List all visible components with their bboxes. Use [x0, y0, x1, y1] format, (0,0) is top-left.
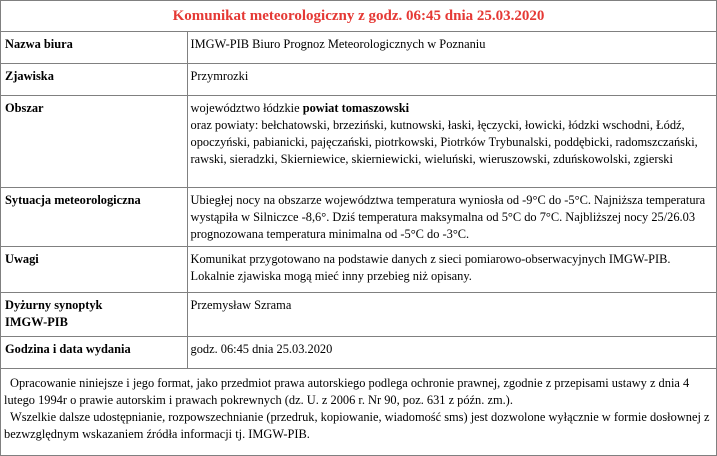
area-region-prefix: województwo łódzkie [190, 101, 303, 115]
phenomena-value: Przymrozki [187, 64, 716, 96]
table-row [1, 337, 716, 369]
area-value [187, 96, 716, 188]
office-value: IMGW-PIB Biuro Prognoz Meteorologicznych w Poznaniu [187, 32, 716, 64]
situation-value: Ubiegłej nocy na obszarze województwa temperatura wyniosła od -9°C do -5°C. Najniższa temperatura wystąpiła w Silniczce -8,6°. Dziś temperatura maksymalna od 5°C do 7°C. Najbliższej nocy 25/26.03 prognozowana temperatura minimalna od -5°C do -3°C. [187, 188, 716, 247]
table-row [1, 293, 716, 337]
distribution-paragraph: Wszelkie dalsze udostępnianie, rozpowszechnianie (przedruk, kopiowanie, wiadomość sms) jest dozwolone wyłącznie w formie dosłownej z bezwzględnym wskazaniem źródła informacji tj. IMGW-PIB. [4, 410, 710, 441]
forecaster-value: Przemysław Szrama [187, 293, 716, 337]
table-row [1, 247, 716, 293]
table-row [1, 188, 716, 247]
area-region [191, 100, 714, 117]
table-row [1, 32, 716, 64]
issue-time-value: godz. 06:45 dnia 25.03.2020 [187, 337, 716, 369]
table-row [1, 96, 716, 188]
forecaster-label [1, 293, 187, 337]
issue-time-label: Godzina i data wydania [1, 337, 187, 369]
area-other-counties: oraz powiaty: bełchatowski, brzeziński, kutnowski, łaski, łęczycki, łowicki, łódzki wschodni, Łódź, opoczyński, pabianicki, pajęczański, piotrkowski, Piotrków Trybunalski, poddębicki, radomszczański, rawski, sieradzki, Skierniewice, skierniewicki, wieluński, wieruszowski, zduńskowolski, zgierski [190, 118, 698, 166]
remarks-value: Komunikat przygotowano na podstawie danych z sieci pomiarowo-obserwacyjnych IMGW-PIB. Lokalnie zjawiska mogą mieć inny przebieg niż opisany. [187, 247, 716, 293]
remarks-label: Uwagi [1, 247, 187, 293]
copyright-paragraph: Opracowanie niniejsze i jego format, jako przedmiot prawa autorskiego podlega ochronie prawnej, zgodnie z przepisami ustawy z dnia 4 lutego 1994r o prawie autorskim i prawach pokrewnych (dz. U. z 2006 r. Nr 90, poz. 631 z późn. zm.). [4, 376, 690, 407]
info-table [1, 32, 716, 369]
area-region-county: powiat tomaszowski [302, 101, 410, 115]
table-row [1, 64, 716, 96]
forecaster-label-line2: IMGW-PIB [5, 315, 68, 329]
situation-label: Sytuacja meteorologiczna [1, 188, 187, 247]
phenomena-label: Zjawiska [1, 64, 187, 96]
office-label: Nazwa biura [1, 32, 187, 64]
area-label: Obszar [1, 96, 187, 188]
forecaster-label-line1: Dyżurny synoptyk [5, 298, 103, 312]
copyright-notice [1, 369, 716, 443]
document-title: Komunikat meteorologiczny z godz. 06:45 dnia 25.03.2020 [1, 1, 716, 32]
